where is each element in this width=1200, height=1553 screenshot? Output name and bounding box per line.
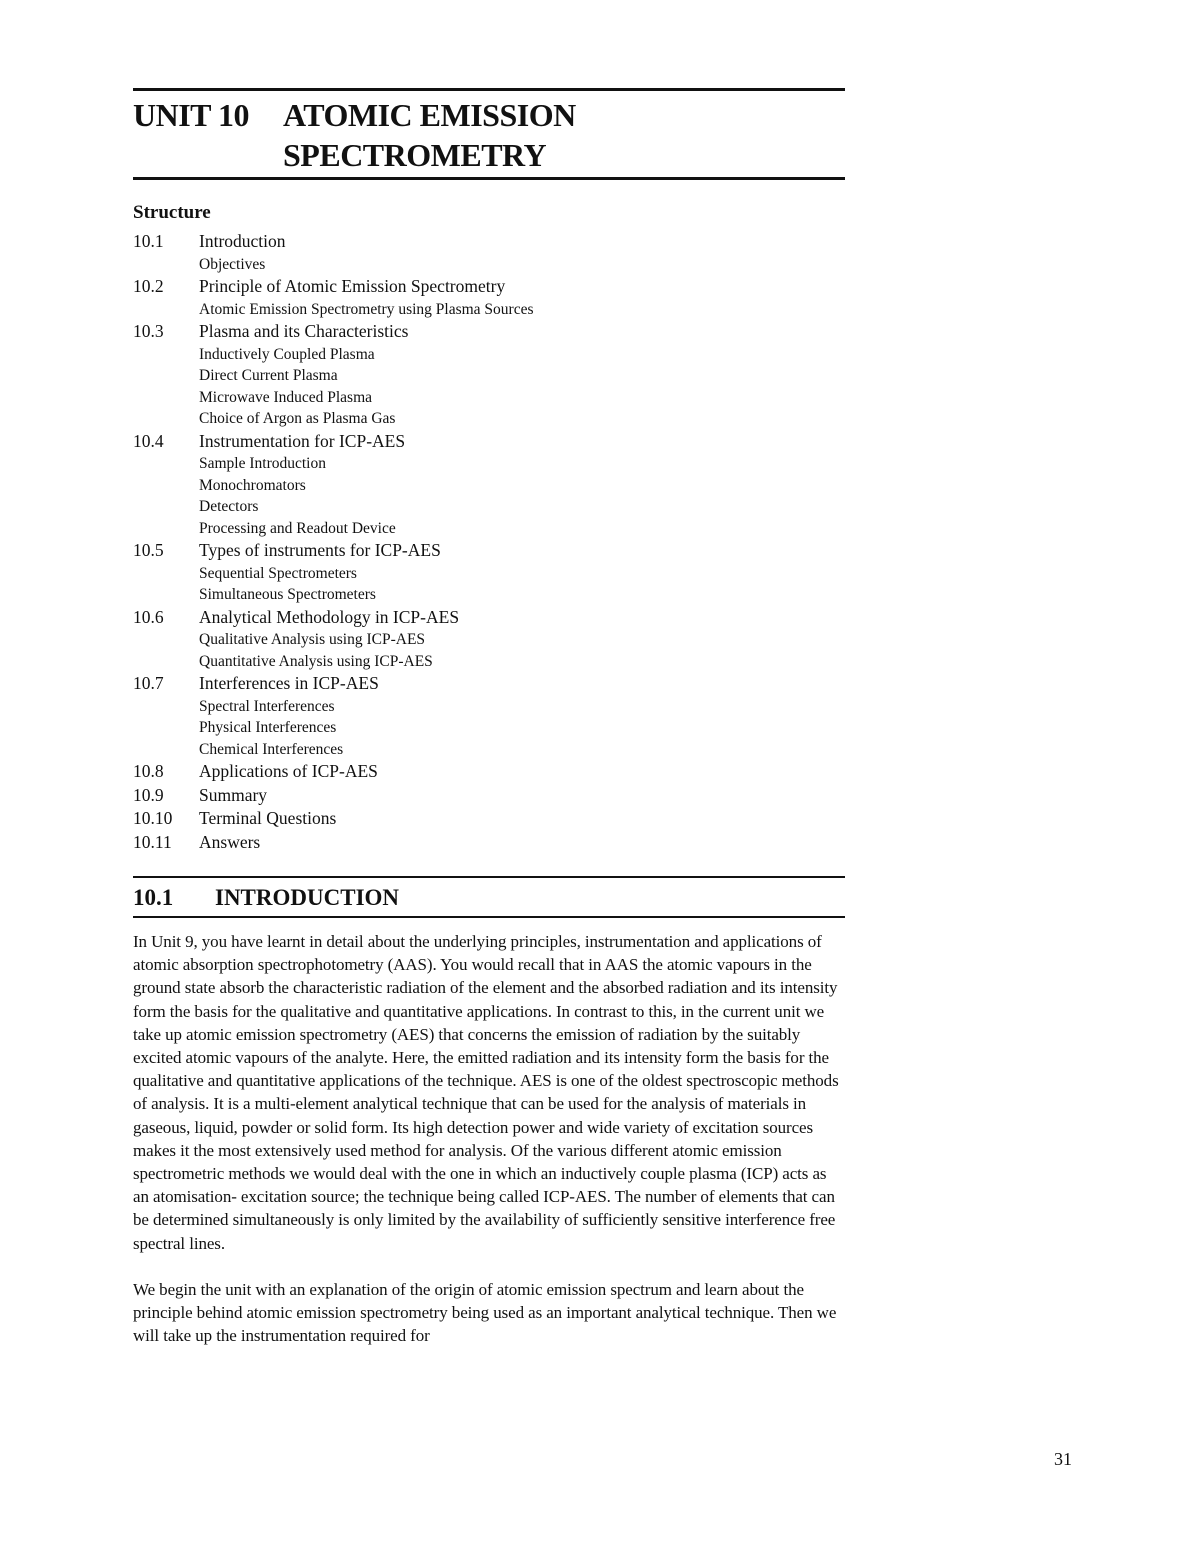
page-number: 31 [1054,1449,1072,1469]
toc-section-number: 10.1 [133,231,164,251]
document-page [133,88,845,1347]
toc-section-title: Plasma and its Characteristics [199,321,409,341]
title-bottom-rule [133,177,845,180]
toc-subsection: Spectral Interferences [199,697,335,715]
toc-section-row [133,230,845,254]
toc-section-number: 10.4 [133,430,164,451]
toc-section-row [133,430,845,454]
toc-subsection: Direct Current Plasma [199,367,338,384]
body-paragraph-1: In Unit 9, you have learnt in detail about the underlying principles, instrumentation and applications of atomic absorption spectrophotometry (AAS). You would recall that in AAS the atomic vapours in the ground state absorb the characteristic radiation of the element and the absorbed radiation and its intensity form the basis for the qualitative and quantitative applications. In contrast to this, in the current unit we take up atomic emission spectrometry (AES) that concerns the emission of radiation by the suitably excited atomic vapours of the analyte. Here, the emitted radiation and its intensity form the basis for the qualitative and quantitative applications of the technique. AES is one of the oldest spectroscopic methods of analysis. It is a multi-element analytical technique that can be used for the analysis of materials in gaseous, liquid, powder or solid form. Its high detection power and wide variety of excitation sources makes it the most extensively used method for analysis. Of the various different atomic emission spectrometric methods we would deal with the one in which an inductively couple plasma (ICP) acts as an atomisation- excitation source; the technique being called ICP-AES. The number of elements that can be determined simultaneously is only limited by the availability of sufficiently sensitive interference free spectral lines. [133,932,839,1253]
toc-section-number: 10.3 [133,321,164,341]
toc-section-title: Types of instruments for ICP-AES [199,540,441,560]
toc-section-number: 10.6 [133,606,164,627]
toc-section-row [133,807,845,831]
toc-entry [133,807,845,831]
toc-subsection: Simultaneous Spectrometers [199,586,376,603]
toc-subsection: Chemical Interferences [199,740,344,758]
toc-subsection: Sequential Spectrometers [199,564,357,582]
toc-section-title: Analytical Methodology in ICP-AES [199,606,460,627]
toc-subsection: Processing and Readout Device [199,519,396,537]
toc-section-number: 10.11 [133,831,172,852]
toc-entry [133,230,845,275]
toc-section-title: Interferences in ICP-AES [199,673,379,693]
toc-section-row [133,539,845,563]
toc-entry [133,672,845,760]
unit-number: UNIT 10 [133,97,249,133]
toc-section-title: Introduction [199,231,286,251]
toc-section-title: Principle of Atomic Emission Spectrometry [199,276,506,296]
toc-subsection: Inductively Coupled Plasma [199,345,375,363]
unit-title-line-1: ATOMIC EMISSION [283,97,576,133]
toc-section-number: 10.7 [133,673,164,693]
toc-entry [133,760,845,784]
unit-title [133,91,845,177]
toc-subsection: Objectives [199,255,266,273]
toc-subsection: Sample Introduction [199,455,326,472]
toc-section-title: Terminal Questions [199,808,337,828]
toc-entry [133,539,845,606]
toc-section-row [133,320,845,344]
toc-subsection: Quantitative Analysis using ICP-AES [199,652,433,670]
toc-section-title: Instrumentation for ICP-AES [199,430,406,451]
toc-section-title: Summary [199,784,268,805]
table-of-contents [133,230,845,854]
toc-section-number: 10.2 [133,276,164,296]
toc-subsection: Microwave Induced Plasma [199,388,373,406]
toc-section-row [133,784,845,808]
toc-section-number: 10.8 [133,761,164,781]
toc-section-title: Answers [199,831,261,852]
unit-title-line-2: SPECTROMETRY [283,137,547,173]
toc-section-row [133,672,845,696]
toc-section-number: 10.9 [133,784,164,805]
section-title [133,878,845,916]
toc-subsection: Atomic Emission Spectrometry using Plasma Sources [199,300,534,318]
toc-entry [133,275,845,320]
toc-subsection: Choice of Argon as Plasma Gas [199,410,396,427]
toc-entry [133,784,845,808]
section-title-text: INTRODUCTION [215,885,400,910]
toc-subsection: Physical Interferences [199,719,337,736]
toc-section-row [133,275,845,299]
toc-entry [133,430,845,540]
toc-section-row [133,760,845,784]
toc-section-row [133,606,845,630]
toc-subsection: Monochromators [199,476,306,494]
structure-heading: Structure [133,202,211,223]
toc-section-row [133,831,845,855]
toc-section-number: 10.10 [133,808,173,828]
section-number: 10.1 [133,885,174,910]
section-heading-block [133,876,845,918]
unit-title-text [283,95,845,175]
toc-section-number: 10.5 [133,540,164,560]
toc-subsection: Qualitative Analysis using ICP-AES [199,631,426,648]
toc-entry [133,831,845,855]
toc-subsection: Detectors [199,498,259,515]
toc-entry [133,320,845,430]
toc-section-title: Applications of ICP-AES [199,761,378,781]
body-paragraph-2: We begin the unit with an explanation of the origin of atomic emission spectrum and learn about the principle behind atomic emission spectrometry being used as an important analytical technique. Then we will take up the instrumentation required for [133,1279,837,1346]
section-bottom-rule [133,916,845,918]
toc-entry [133,606,845,673]
